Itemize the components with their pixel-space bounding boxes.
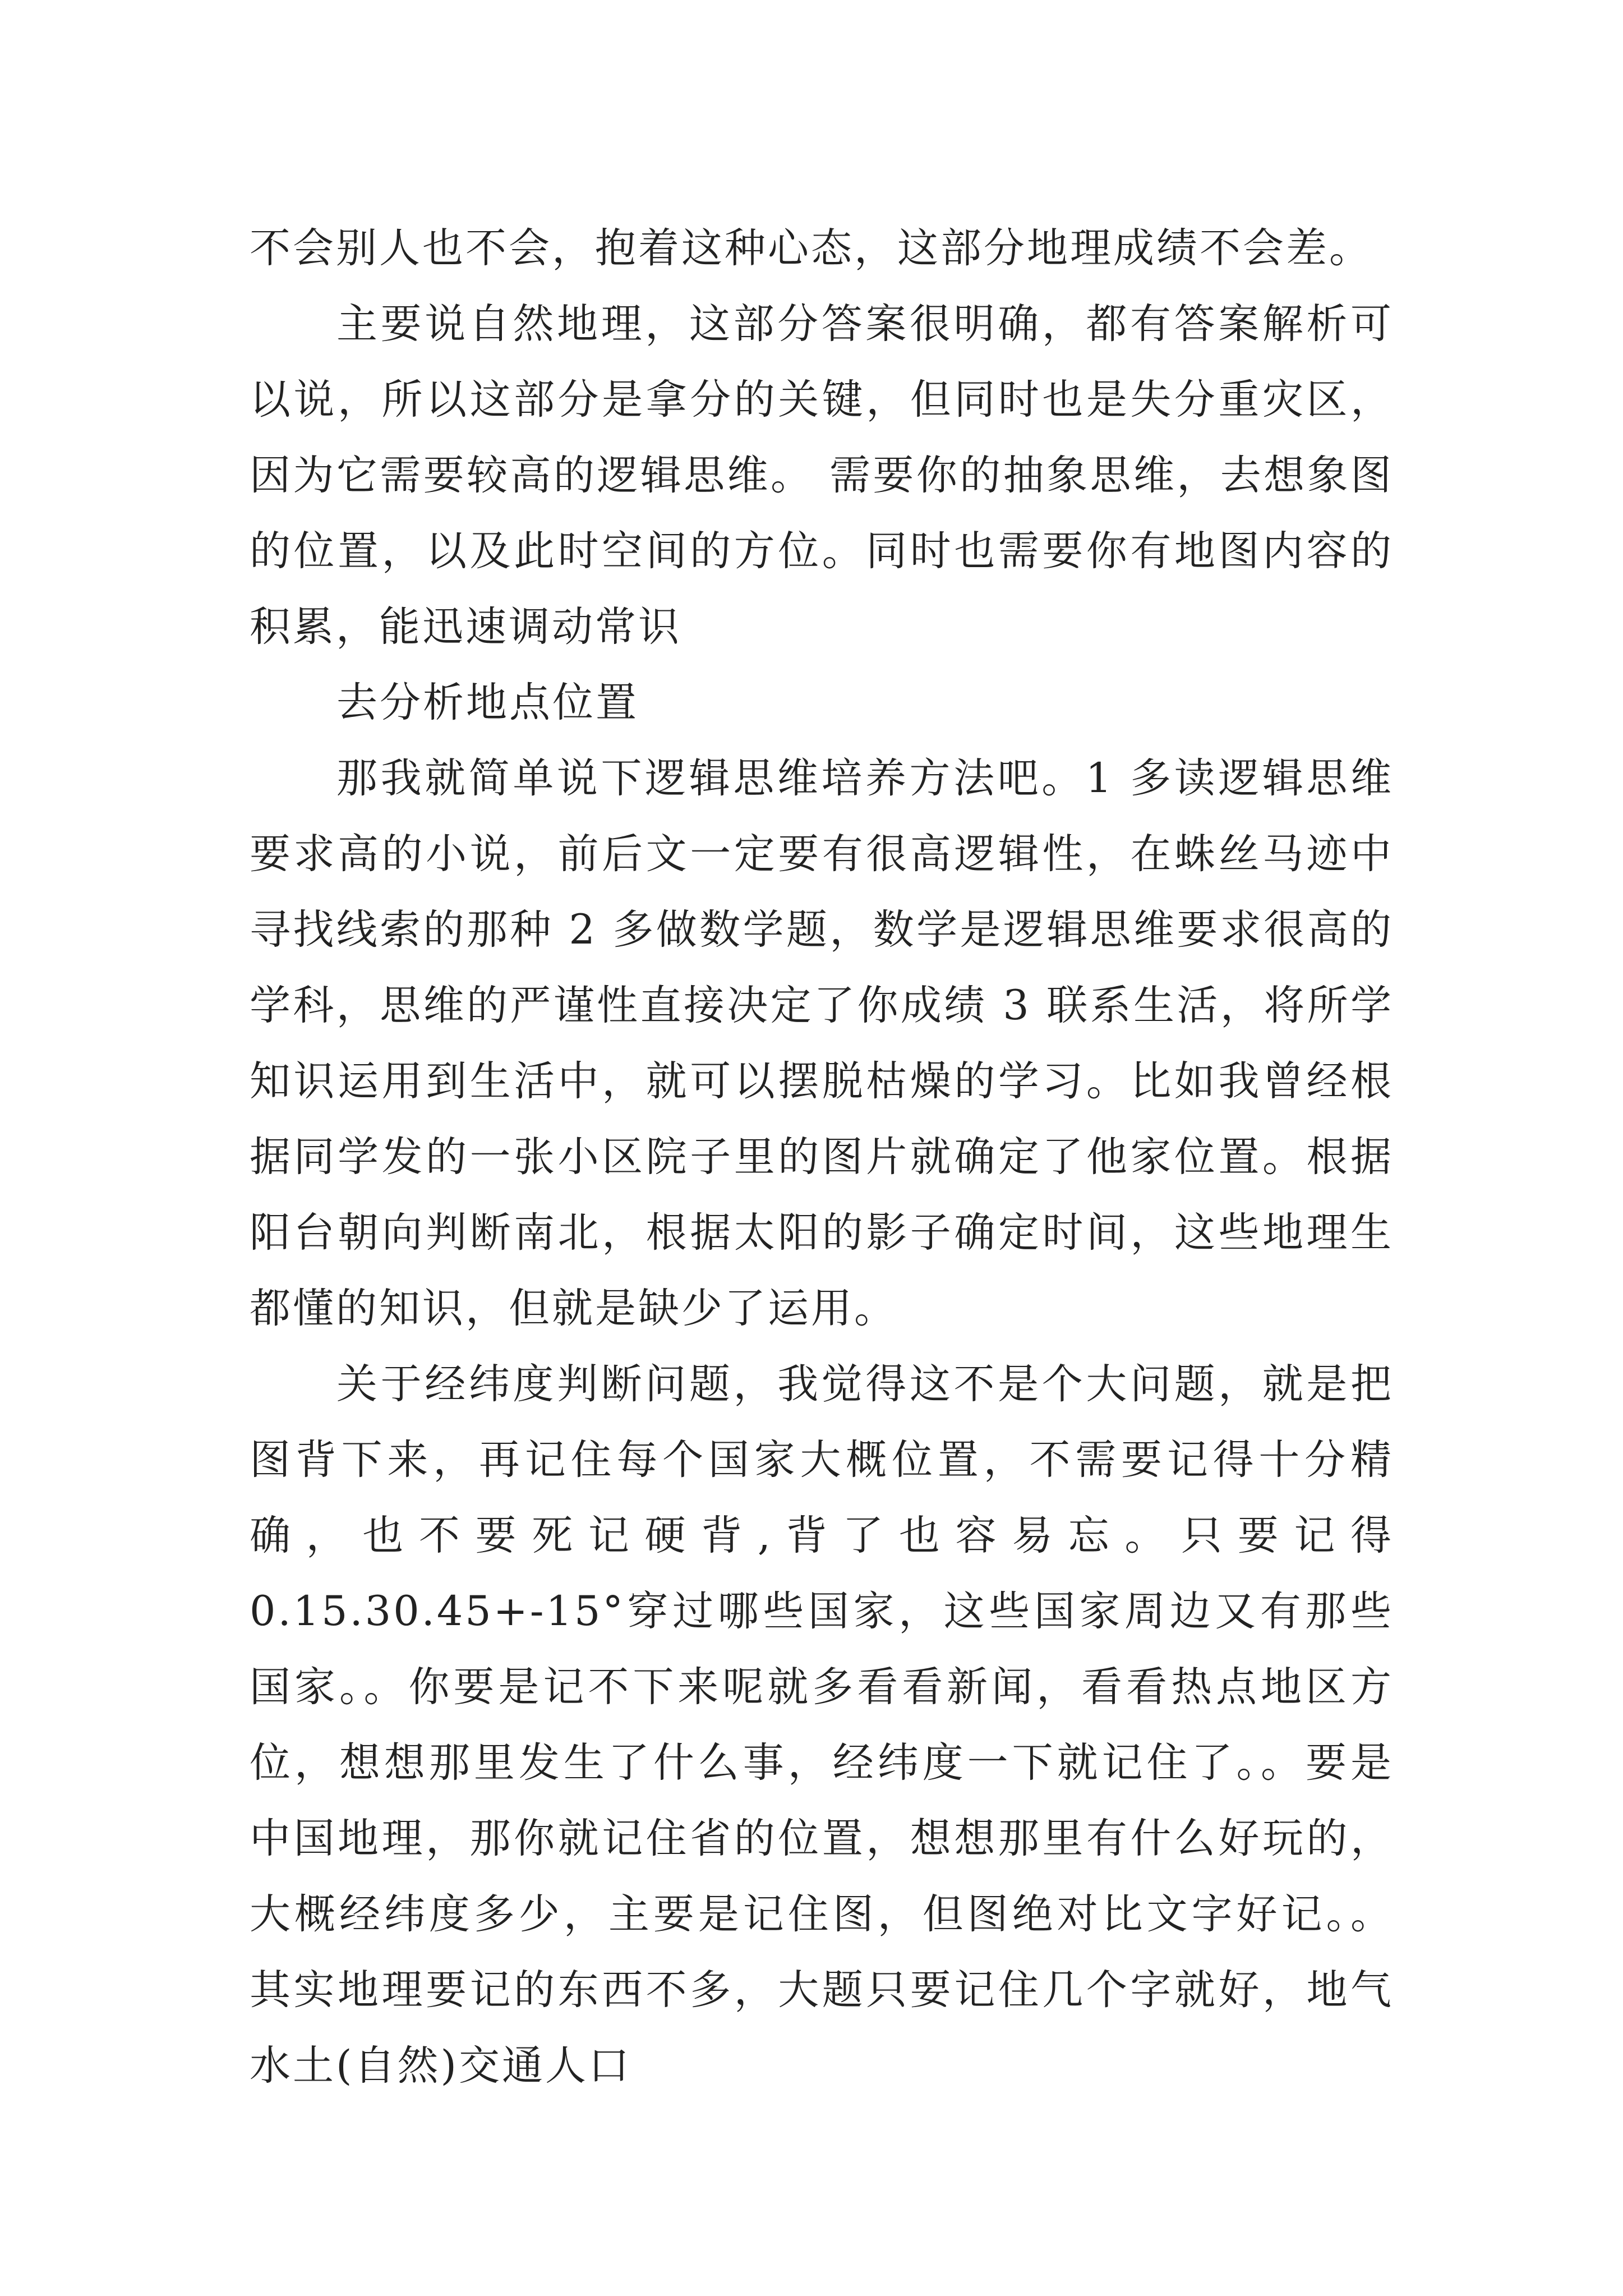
paragraph-4: 那我就简单说下逻辑思维培养方法吧。1 多读逻辑思维要求高的小说，前后文一定要有很高逻辑性，在蛛丝马迹中寻找线索的那种 2 多做数学题，数学是逻辑思维要求很高的学科，思维的严谨性直接决定了你成绩 3 联系生活，将所学知识运用到生活中，就可以摆脱枯燥的学习。比如我曾经根据同学发的一张小区院子里的图片就确定了他家位置。根据阳台朝向判断南北，根据太阳的影子确定时间，这些地理生都懂的知识，但就是缺少了运用。 xyxy=(250,754,1394,1332)
paragraph-2: 主要说自然地理，这部分答案很明确，都有答案解析可以说，所以这部分是拿分的关键，但同时也是失分重灾区，因为它需要较高的逻辑思维。 需要你的抽象思维，去想象图的位置，以及此时空间的方位。同时也需要你有地图内容的积累，能迅速调动常识 xyxy=(250,300,1394,651)
paragraph-3: 去分析地点位置 xyxy=(336,679,639,726)
paragraph-1: 不会别人也不会，抱着这种心态，这部分地理成绩不会差。 xyxy=(250,224,1372,272)
paragraph-5: 关于经纬度判断问题，我觉得这不是个大问题，就是把图背下来，再记住每个国家大概位置，不需要记得十分精确，也不要死记硬背,背了也容易忘。只要记得 0.15.30.45+-15°穿过哪些国家，这些国家周边又有那些国家。。你要是记不下来呢就多看看新闻，看看热点地区方位，想想那里发生了什么事，经纬度一下就记住了。。要是中国地理，那你就记住省的位置，想想那里有什么好玩的，大概经纬度多少，主要是记住图，但图绝对比文字好记。。其实地理要记的东西不多，大题只要记住几个字就好，地气水土(自然)交通人口 xyxy=(250,1360,1394,2090)
body-text xyxy=(250,210,1394,2104)
